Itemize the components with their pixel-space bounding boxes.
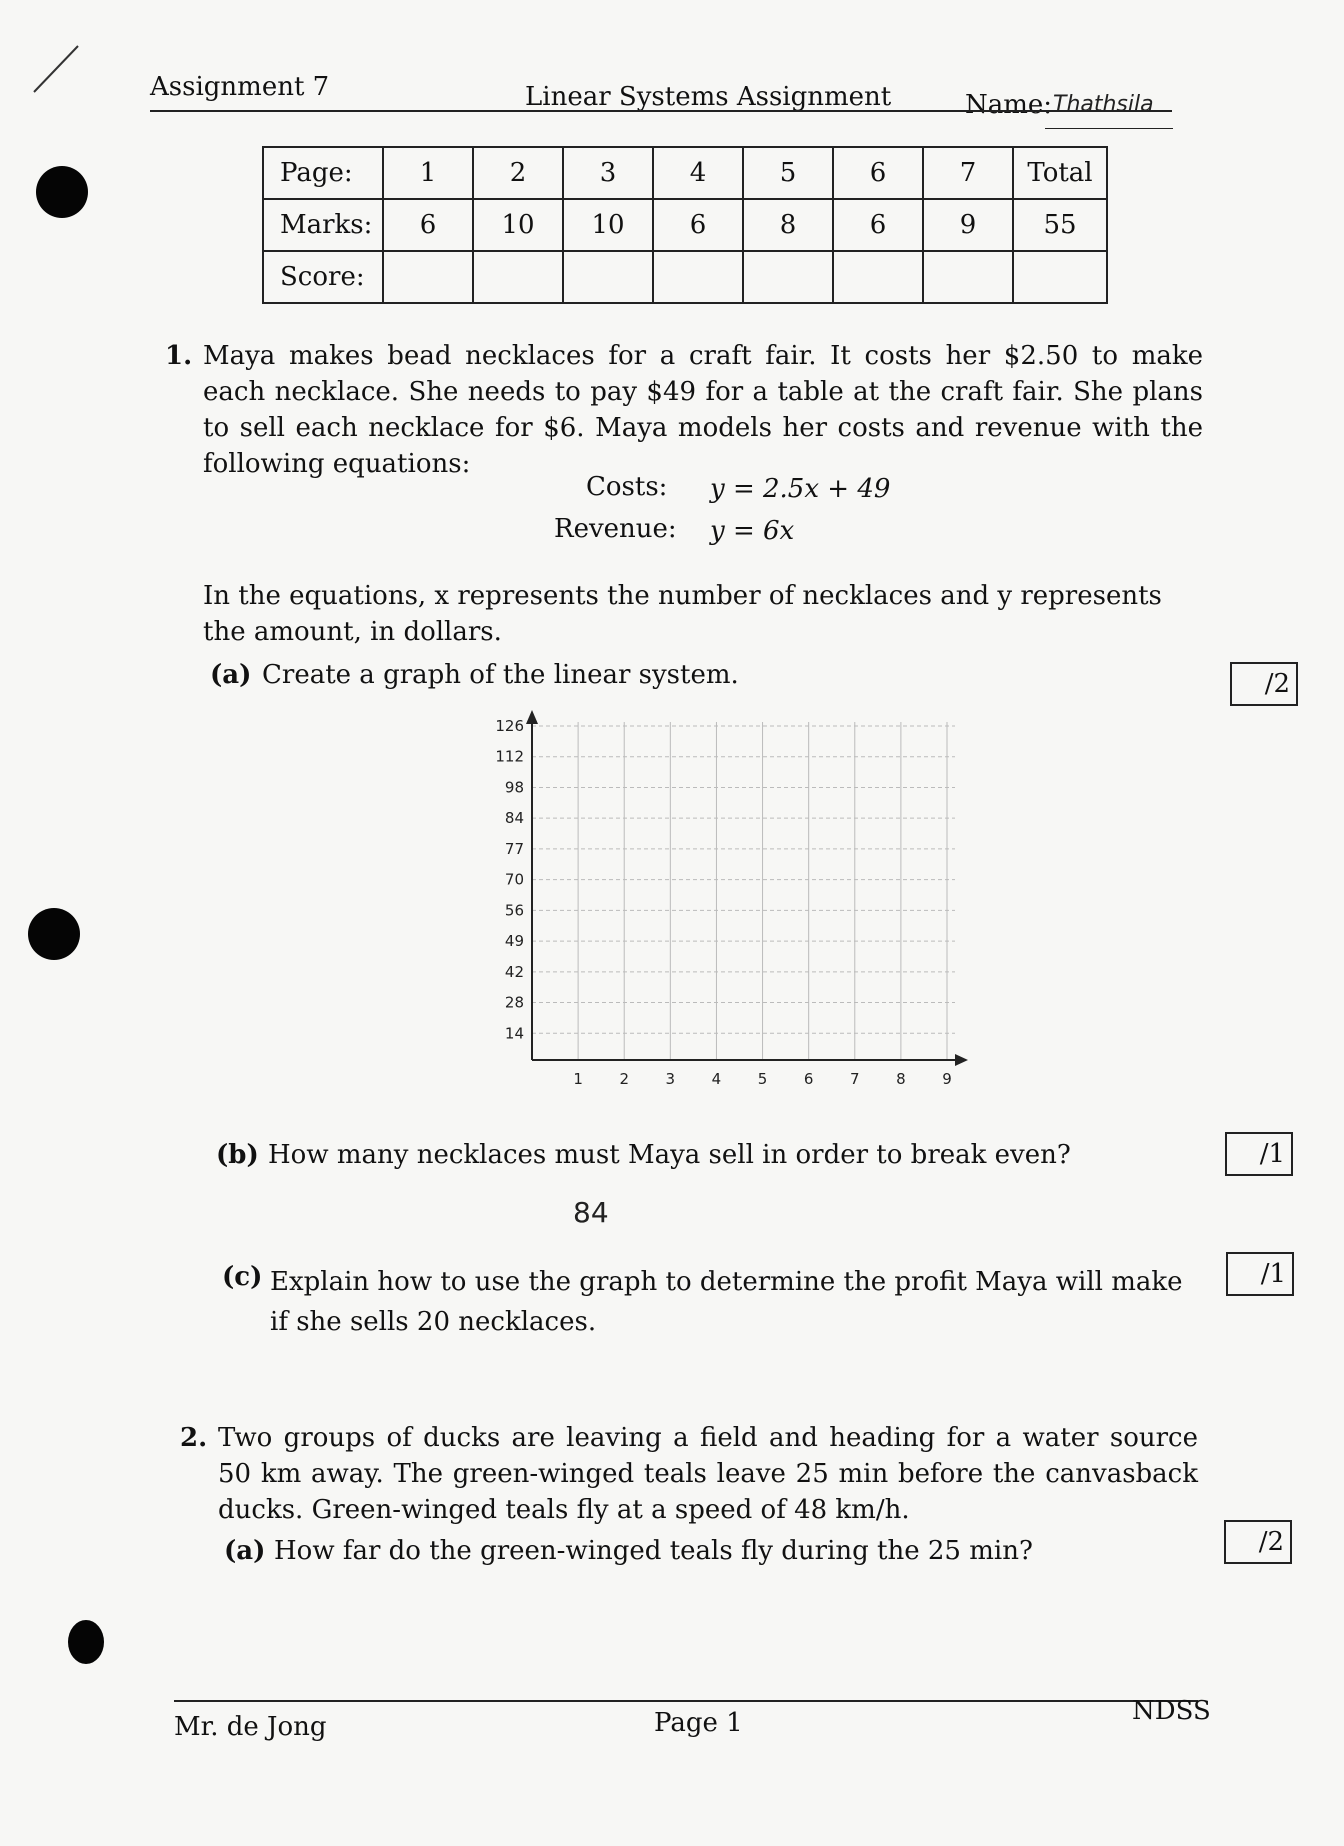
graph-grid	[532, 722, 955, 1060]
q2-text: Two groups of ducks are leaving a field and heading for a water source 50 km away. The green-winged teals leave 25 min before the canvasback ducks. Green-winged teals fly at a speed of 48 km/h.	[218, 1423, 1198, 1525]
score-cell[interactable]	[833, 251, 923, 303]
q1-explanation: In the equations, x represents the number of necklaces and y represents the amount, in dollars.	[203, 581, 1162, 647]
y-tick-label: 126	[495, 717, 524, 735]
marks-cell: 6	[653, 199, 743, 251]
y-tick-label: 14	[504, 1024, 524, 1043]
punch-hole	[28, 908, 80, 960]
score-cell[interactable]	[473, 251, 563, 303]
marks-cell: 8	[743, 199, 833, 251]
y-tick-labels	[495, 717, 524, 1042]
x-tick-label: 9	[942, 1070, 952, 1088]
y-tick-label: 49	[504, 932, 524, 951]
footer-rule	[174, 1700, 1198, 1702]
q1b-label: (b)	[216, 1140, 259, 1170]
revenue-equation: y = 6x	[710, 516, 795, 546]
q1-graph[interactable]	[460, 690, 980, 1110]
page-cell: 7	[923, 147, 1013, 199]
marks-cell: 9	[923, 199, 1013, 251]
q2a-marks-box: /2	[1224, 1520, 1292, 1564]
page-label: Page:	[263, 147, 383, 199]
marks-cell: 10	[563, 199, 653, 251]
header-rule	[150, 110, 1172, 112]
page-number: Page 1	[654, 1708, 743, 1738]
score-cell[interactable]	[383, 251, 473, 303]
x-tick-label: 2	[619, 1070, 629, 1088]
q2-number: 2.	[180, 1423, 208, 1453]
x-tick-label: 3	[665, 1070, 676, 1088]
marks-row	[263, 199, 1107, 251]
costs-label: Costs:	[586, 472, 668, 502]
x-tick-label: 5	[757, 1070, 768, 1088]
assignment-title: Linear Systems Assignment	[525, 82, 892, 112]
score-cell[interactable]	[923, 251, 1013, 303]
punch-hole	[68, 1620, 104, 1664]
q1-text: Maya makes bead necklaces for a craft fair. It costs her $2.50 to make each necklace. She needs to pay $49 for a table at the craft fair. She plans to sell each necklace for $6. Maya models her costs and revenue with the following equations:	[203, 341, 1203, 479]
y-tick-label: 42	[504, 962, 524, 981]
marks-label: Marks:	[263, 199, 383, 251]
x-tick-labels	[573, 1070, 951, 1088]
page-cell: 1	[383, 147, 473, 199]
y-tick-label: 84	[504, 809, 524, 828]
page-cell: 6	[833, 147, 923, 199]
q1c-label: (c)	[222, 1262, 263, 1292]
page-cell: 4	[653, 147, 743, 199]
y-axis-arrow	[526, 710, 538, 724]
revenue-label: Revenue:	[554, 514, 677, 544]
score-row	[263, 251, 1107, 303]
marks-cell-total: 55	[1013, 199, 1107, 251]
pen-mark	[28, 40, 88, 100]
y-tick-label: 28	[504, 993, 524, 1012]
name-label: Name:	[965, 90, 1053, 120]
student-name: Thathsila	[1053, 92, 1154, 117]
y-tick-label: 56	[504, 901, 524, 920]
y-tick-label: 112	[495, 747, 524, 766]
x-tick-label: 6	[803, 1070, 814, 1088]
pages-row	[263, 147, 1107, 199]
page-cell-total: Total	[1013, 147, 1107, 199]
score-cell[interactable]	[1013, 251, 1107, 303]
q1b-marks-box: /1	[1225, 1132, 1293, 1176]
x-tick-label: 7	[850, 1070, 860, 1088]
marks-cell: 10	[473, 199, 563, 251]
costs-equation: y = 2.5x + 49	[710, 474, 891, 504]
score-cell[interactable]	[653, 251, 743, 303]
y-tick-label: 70	[504, 870, 524, 889]
x-tick-label: 4	[711, 1070, 722, 1088]
punch-hole	[36, 166, 88, 218]
q1a-text: Create a graph of the linear system.	[262, 660, 739, 690]
q1b-text: How many necklaces must Maya sell in order to break even?	[268, 1140, 1071, 1170]
y-tick-label: 77	[504, 839, 524, 858]
x-tick-label: 1	[573, 1070, 583, 1088]
q2a-text: How far do the green-winged teals fly during the 25 min?	[274, 1536, 1033, 1566]
y-tick-label: 98	[504, 778, 524, 797]
assignment-number: Assignment 7	[150, 72, 330, 102]
x-axis-arrow	[955, 1054, 968, 1066]
q1-number: 1.	[165, 341, 193, 371]
page-cell: 2	[473, 147, 563, 199]
score-label: Score:	[263, 251, 383, 303]
school-name: NDSS	[1132, 1696, 1211, 1726]
page-cell: 5	[743, 147, 833, 199]
q1a-marks-box: /2	[1230, 662, 1298, 706]
score-cell[interactable]	[743, 251, 833, 303]
q1b-answer[interactable]: 84	[573, 1196, 609, 1229]
teacher-name: Mr. de Jong	[174, 1712, 327, 1742]
q1c-marks-box: /1	[1226, 1252, 1294, 1296]
name-underline	[1045, 128, 1173, 129]
marks-cell: 6	[383, 199, 473, 251]
marks-cell: 6	[833, 199, 923, 251]
page-cell: 3	[563, 147, 653, 199]
marks-table	[262, 146, 1108, 304]
score-cell[interactable]	[563, 251, 653, 303]
x-tick-label: 8	[896, 1070, 906, 1088]
q1a-label: (a)	[210, 660, 252, 690]
q1c-text: Explain how to use the graph to determine the profit Maya will make if she sells 20 necklaces.	[270, 1267, 1183, 1337]
q2a-label: (a)	[224, 1536, 266, 1566]
